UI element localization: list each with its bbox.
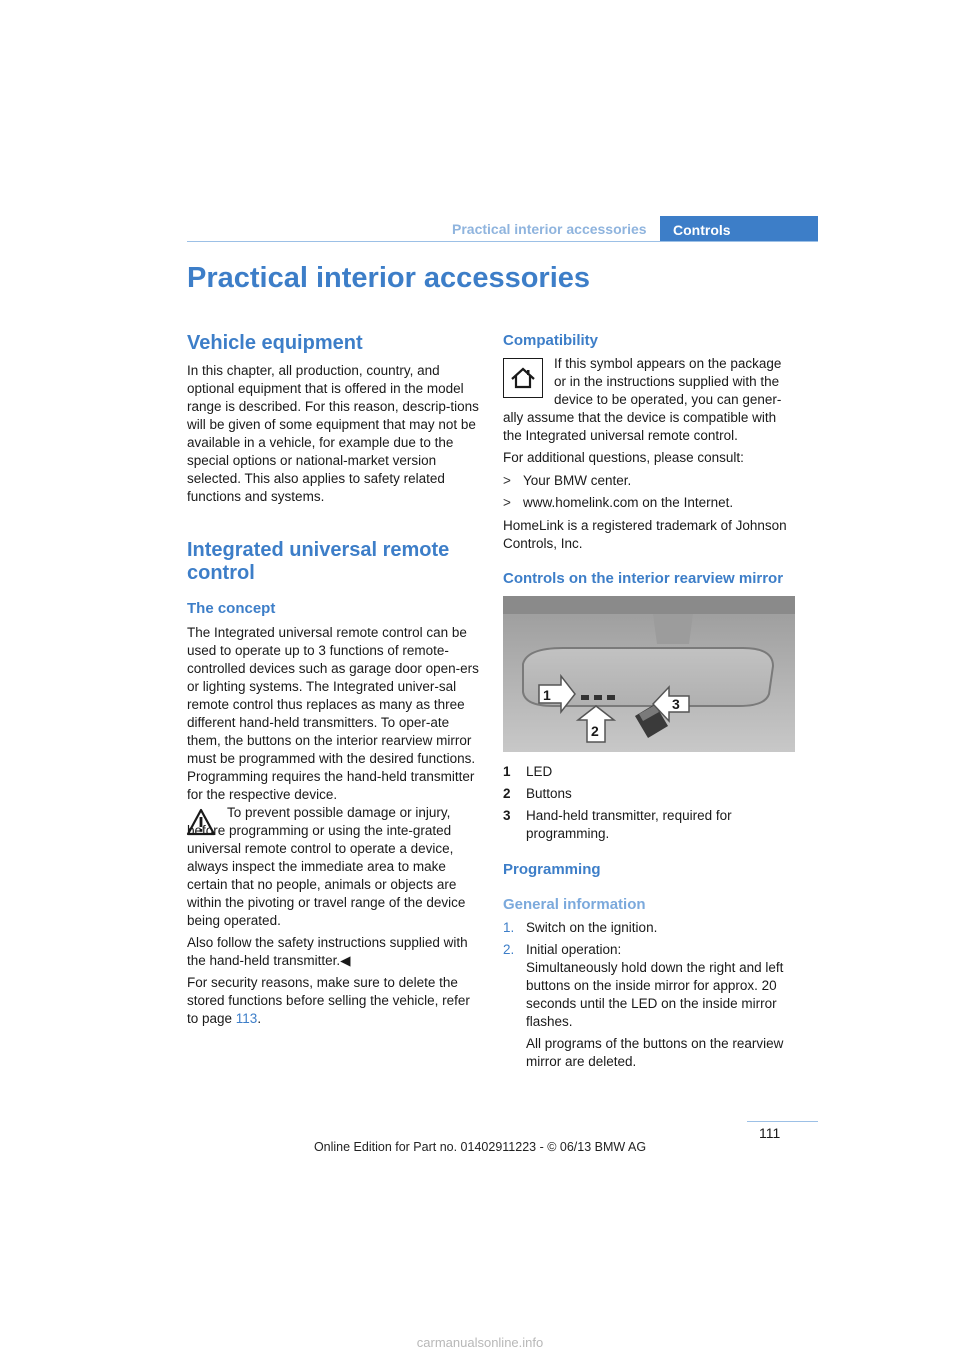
heading-integrated-remote-line2: control <box>187 562 255 584</box>
callout-2: 2 <box>591 723 599 739</box>
homelink-trademark: HomeLink is a registered trademark of Johnson Controls, Inc. <box>503 518 787 551</box>
homelink-icon <box>503 358 543 398</box>
bullet-text: www.homelink.com on the Internet. <box>523 495 734 510</box>
legend-text: LED <box>526 764 553 779</box>
header-rule <box>187 241 818 242</box>
step-text: Initial operation: <box>526 942 622 957</box>
heading-integrated-remote-line1: Integrated universal remote <box>187 539 450 561</box>
heading-programming: Programming <box>503 861 601 878</box>
end-mark: ◀ <box>340 953 351 968</box>
security-end: . <box>257 1011 262 1026</box>
step-2-extra: All programs of the buttons on the rearview mirror are deleted. <box>526 1036 784 1069</box>
running-header-section: Practical interior accessories <box>452 221 647 237</box>
watermark: carmanualsonline.info <box>416 1335 544 1350</box>
step-number: 1. <box>503 920 515 935</box>
page-number: 111 <box>759 1125 781 1141</box>
page-title: Practical interior accessories <box>187 262 591 294</box>
step-number: 2. <box>503 942 515 957</box>
bullet-text: Your BMW center. <box>523 473 632 488</box>
bullet-marker: > <box>503 473 511 488</box>
concept-text: The Integrated universal remote control can be used to operate up to 3 functions of remote-controlled devices such as garage door open-ers or lighting systems. The Integrated univer-sal remote control thus replaces as many as three different hand-held transmitters. To oper-ate them, the buttons on the interior rearview mirror must be programmed with the desired functions. Programming requires the hand-held transmitter for the respective device. <box>187 625 479 802</box>
legend-text: Hand-held transmitter, required for programming. <box>526 808 732 841</box>
legend-item-3 <box>503 807 773 843</box>
bullet-bmw-center <box>503 472 631 490</box>
legend-item-1 <box>503 763 552 781</box>
callout-1: 1 <box>543 687 551 703</box>
heading-controls-on-mirror: Controls on the interior rearview mirror <box>503 570 784 587</box>
legend-number: 2 <box>503 786 511 801</box>
heading-vehicle-equipment: Vehicle equipment <box>187 332 363 354</box>
callout-3: 3 <box>672 696 680 712</box>
warning-text: To prevent possible damage or injury, before programming or using the inte-grated universal remote control to operate a device, always inspect the immediate area to make certain that no people, animals or objects are within the pivoting or travel range of the device being operated. <box>187 805 466 928</box>
mirror-illustration <box>503 596 795 752</box>
step-text: Switch on the ignition. <box>526 920 658 935</box>
step-2 <box>503 941 621 959</box>
additional-questions: For additional questions, please consult: <box>503 450 744 465</box>
chapter-tab: Controls <box>660 216 818 242</box>
security-text <box>187 974 482 1028</box>
page-number-rule <box>747 1121 818 1122</box>
compatibility-text-b: ally assume that the device is compatible with the Integrated universal remote control. <box>503 410 777 443</box>
page-reference-link[interactable]: 113 <box>235 1011 258 1026</box>
heading-general-information: General information <box>503 896 646 913</box>
step-1 <box>503 919 657 937</box>
legend-item-2 <box>503 785 572 803</box>
safety-instructions-text <box>187 934 482 970</box>
legend-text: Buttons <box>526 786 572 801</box>
step-2-detail: Simultaneously hold down the right and left buttons on the inside mirror for approx. 20 seconds until the LED on the inside mirror flashes. <box>526 960 784 1029</box>
safety-instructions-sentence: Also follow the safety instructions supplied with the hand-held transmitter. <box>187 935 468 968</box>
legend-number: 3 <box>503 808 511 823</box>
legend-number: 1 <box>503 764 511 779</box>
footer-edition: Online Edition for Part no. 01402911223 - © 06/13 BMW AG <box>313 1140 647 1154</box>
security-sentence: For security reasons, make sure to delete the stored functions before selling the vehicle, refer to page <box>187 975 470 1026</box>
bullet-homelink-web <box>503 494 733 512</box>
bullet-marker: > <box>503 495 511 510</box>
heading-the-concept: The concept <box>187 600 276 617</box>
vehicle-equipment-text: In this chapter, all production, country, and optional equipment that is offered in the model range is described. For this reason, descrip-tions will be given of some equipment that may not be available in a vehicle, for example due to the special options or national-market version selected. This also applies to safety related functions and systems. <box>187 363 479 504</box>
compatibility-text-a: If this symbol appears on the package or in the instructions supplied with the device to be operated, you can gener- <box>554 356 782 407</box>
heading-compatibility: Compatibility <box>503 332 599 349</box>
